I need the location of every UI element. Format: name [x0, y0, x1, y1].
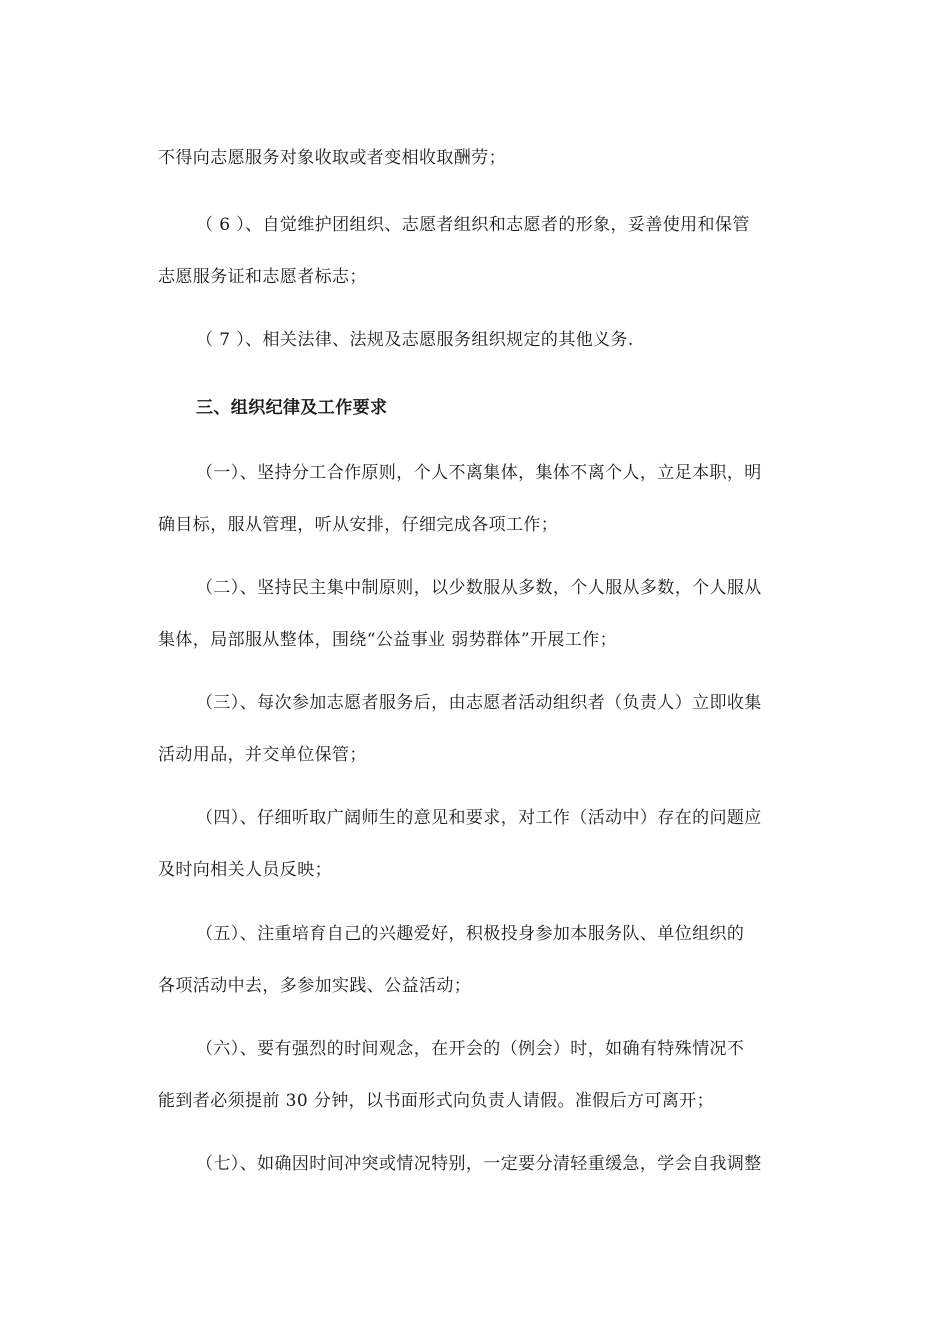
section-heading: 三、组织纪律及工作要求	[196, 398, 388, 418]
paragraph-line: 志愿服务证和志愿者标志；	[158, 267, 367, 287]
paragraph-line: （六）、要有强烈的时间观念，在开会的（例会）时，如确有特殊情况不	[196, 1039, 745, 1059]
paragraph-line: 能到者必须提前 30 分钟，以书面形式向负责人请假。准假后方可离开；	[158, 1091, 715, 1111]
paragraph-line: （二）、坚持民主集中制原则，以少数服从多数，个人服从多数，个人服从	[196, 578, 762, 598]
paragraph-line: 确目标，服从管理，听从安排，仔细完成各项工作；	[158, 515, 559, 535]
paragraph-line: （七）、如确因时间冲突或情况特别，一定要分清轻重缓急，学会自我调整	[196, 1154, 762, 1174]
paragraph-line: （ 7 ）、相关法律、法规及志愿服务组织规定的其他义务.	[196, 330, 634, 350]
paragraph-line: 不得向志愿服务对象收取或者变相收取酬劳；	[158, 148, 506, 168]
paragraph-line: 及时向相关人员反映；	[158, 860, 332, 880]
paragraph-line: （五）、注重培育自己的兴趣爱好，积极投身参加本服务队、单位组织的	[196, 924, 745, 944]
paragraph-line: 活动用品，并交单位保管；	[158, 745, 367, 765]
paragraph-line: （四）、仔细听取广阔师生的意见和要求，对工作（活动中）存在的问题应	[196, 808, 762, 828]
paragraph-line: 集体，局部服从整体，围绕“公益事业 弱势群体”开展工作；	[158, 630, 617, 650]
paragraph-line: 各项活动中去，多参加实践、公益活动；	[158, 976, 472, 996]
paragraph-line: （三）、每次参加志愿者服务后，由志愿者活动组织者（负责人）立即收集	[196, 693, 762, 713]
paragraph-line: （ 6 ）、自觉维护团组织、志愿者组织和志愿者的形象，妥善使用和保管	[196, 215, 750, 235]
paragraph-line: （一）、坚持分工合作原则，个人不离集体，集体不离个人，立足本职，明	[196, 463, 762, 483]
